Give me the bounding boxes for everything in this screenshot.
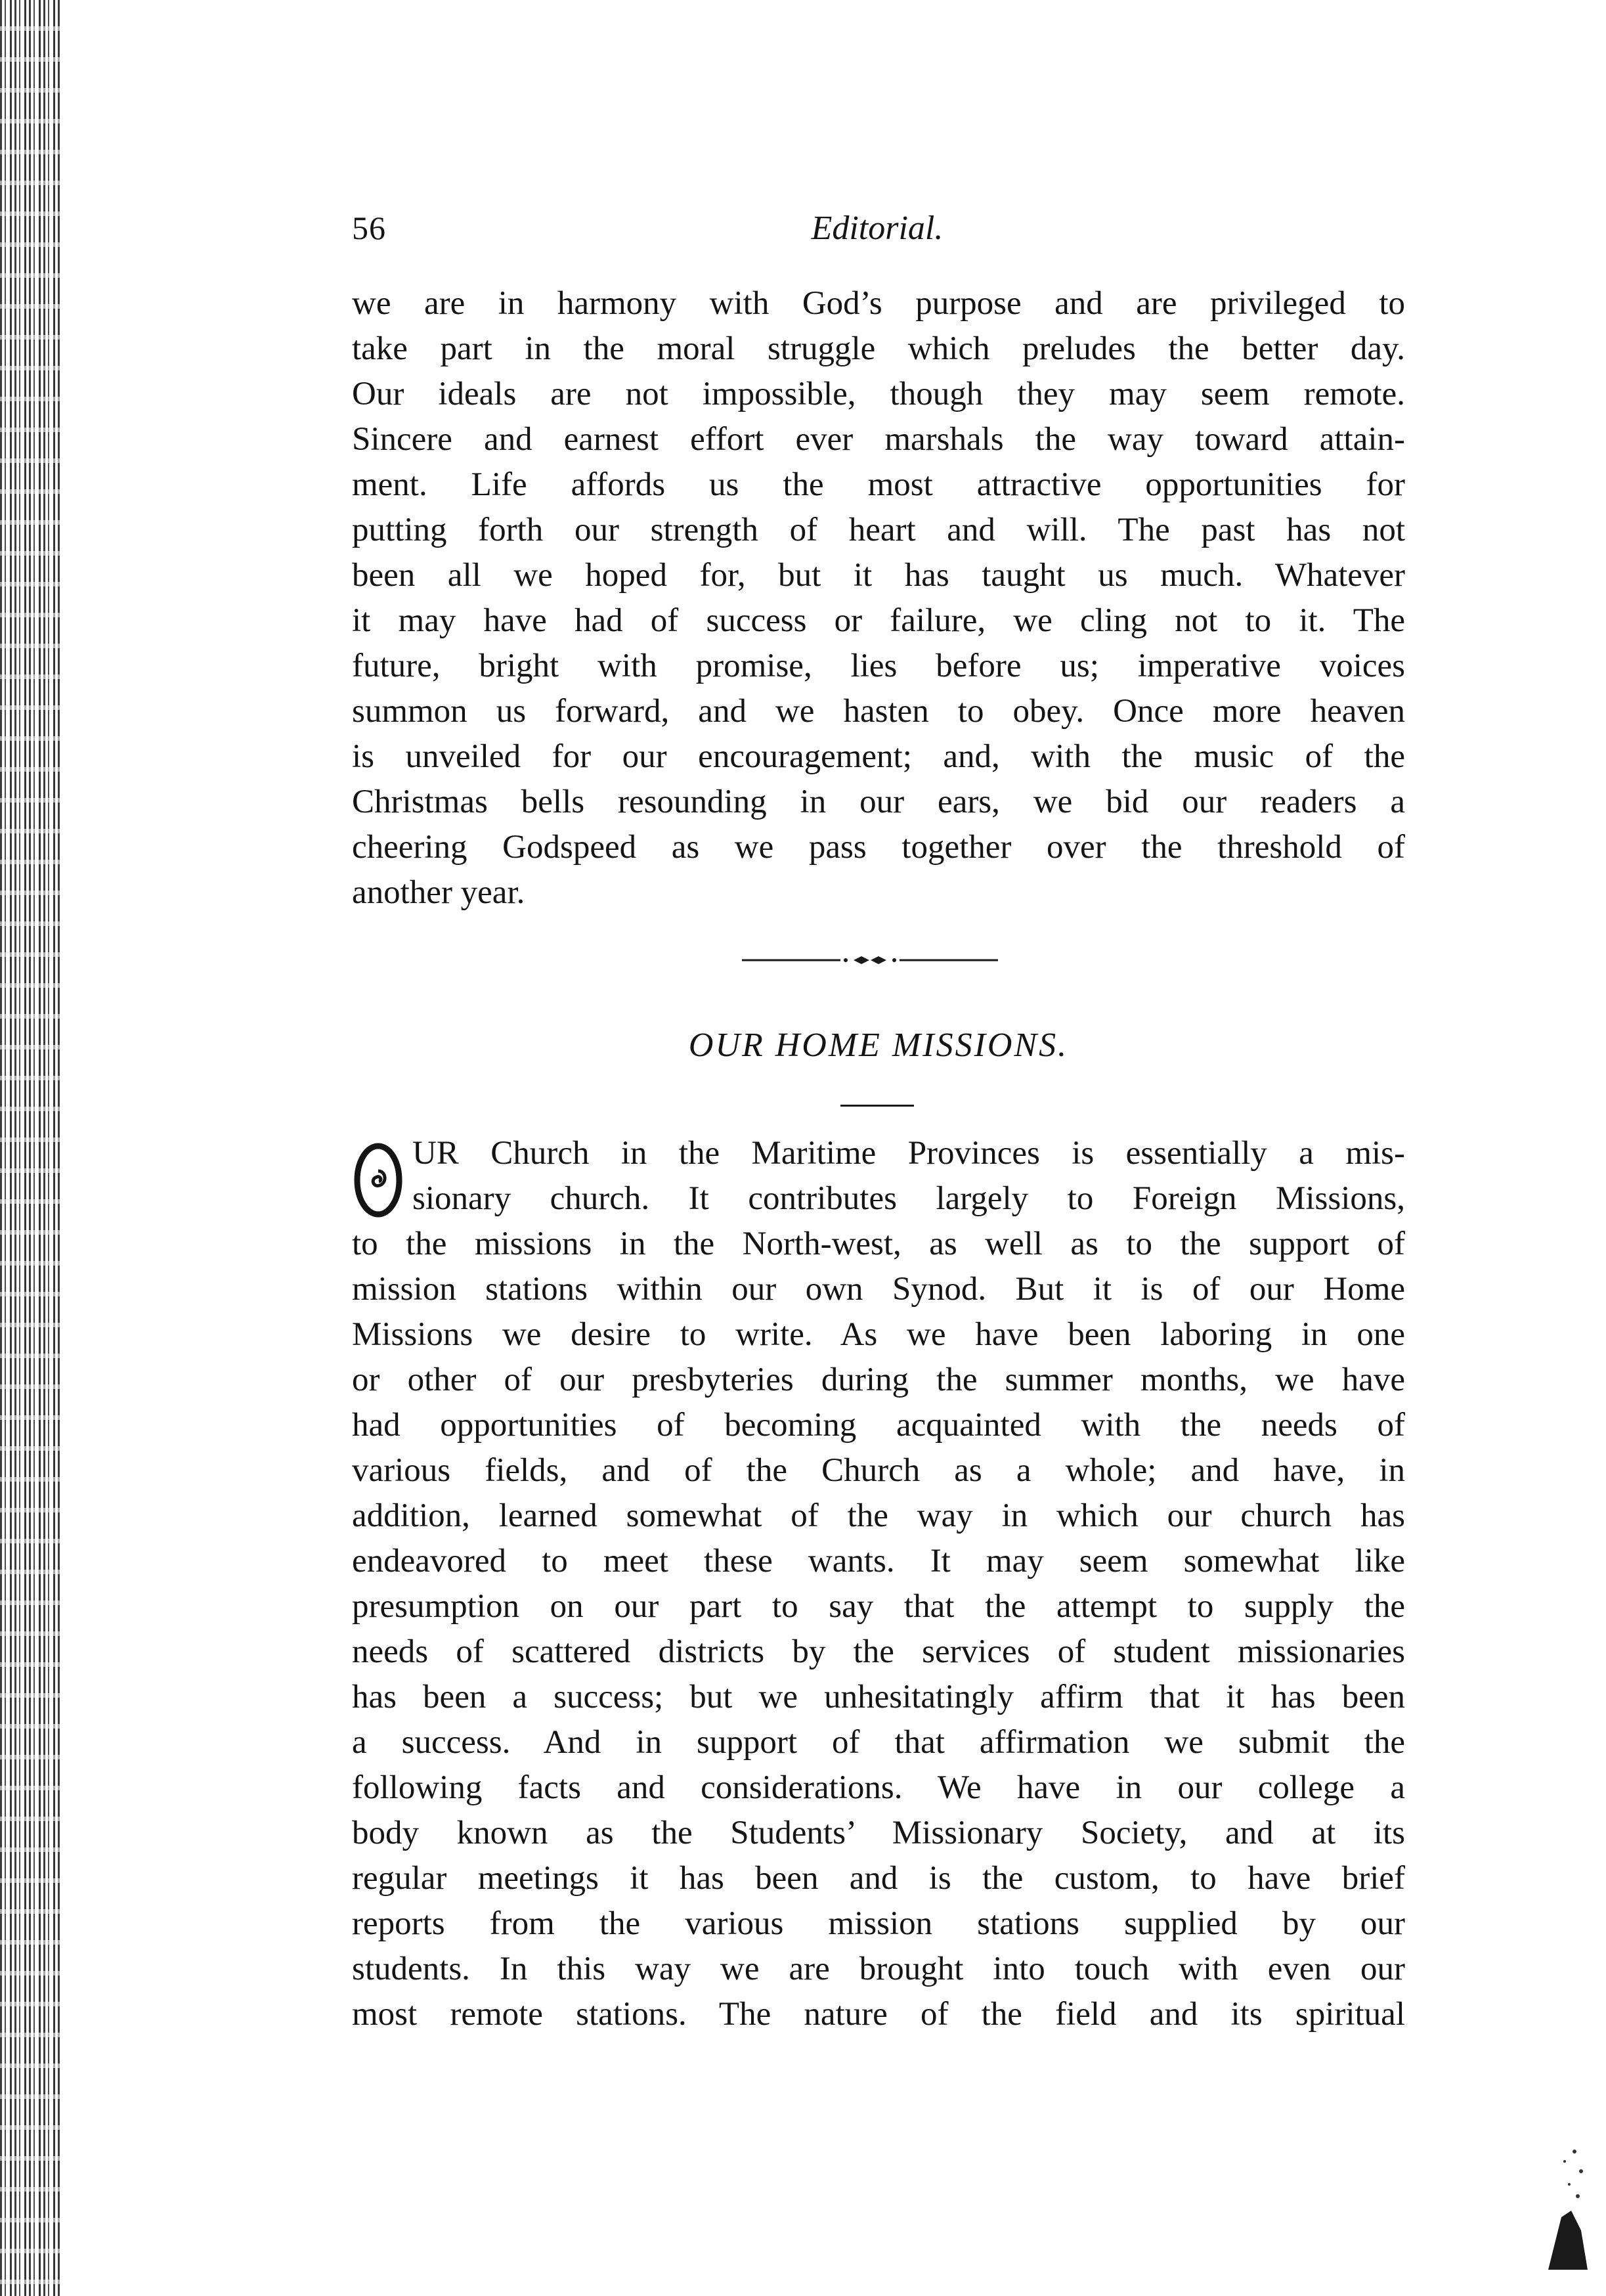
text-line: needs of scattered districts by the services of student missionaries [352, 1633, 1405, 1670]
text-line: Our ideals are not impossible, though they may seem remote. [352, 376, 1405, 412]
page-header [352, 209, 1402, 261]
text-line: UR Church in the Maritime Provinces is essentially a mis- [412, 1135, 1405, 1172]
text-line: students. In this way we are brought into touch with even our [352, 1951, 1405, 1987]
text-line: to the missions in the North-west, as well as to the support of [352, 1225, 1405, 1262]
text-line: reports from the various mission stations supplied by our [352, 1905, 1405, 1942]
ink-speck-decoration [1535, 2138, 1594, 2270]
section-divider-ornament [742, 954, 1005, 967]
text-line: endeavored to meet these wants. It may seem somewhat like [352, 1543, 1405, 1579]
text-line: most remote stations. The nature of the field and its spiritual [352, 1996, 1405, 2033]
text-line: it may have had of success or failure, we cling not to it. The [352, 602, 1405, 639]
text-line: has been a success; but we unhesitatingly affirm that it has been [352, 1679, 1405, 1715]
text-line: future, bright with promise, lies before us; imperative voices [352, 648, 1405, 684]
text-line: presumption on our part to say that the attempt to supply the [352, 1588, 1405, 1625]
text-line: we are in harmony with God’s purpose and are privileged to [352, 285, 1405, 322]
running-head: Editorial. [811, 210, 944, 247]
text-line: ment. Life affords us the most attractive opportunities for [352, 466, 1405, 503]
text-line: mission stations within our own Synod. But it is of our Home [352, 1271, 1405, 1308]
text-line: various fields, and of the Church as a whole; and have, in [352, 1452, 1405, 1489]
text-line: body known as the Students’ Missionary Society, and at its [352, 1815, 1405, 1851]
drop-cap-letter: O [352, 1139, 353, 1140]
text-line: sionary church. It contributes largely to Foreign Missions, [412, 1180, 1405, 1217]
editorial-closing-paragraph [352, 281, 1405, 916]
text-line: Sincere and earnest effort ever marshals the way toward attain- [352, 421, 1405, 458]
text-line: had opportunities of becoming acquainted with the needs of [352, 1407, 1405, 1444]
text-line: summon us forward, and we hasten to obey. Once more heaven [352, 693, 1405, 730]
title-rule [840, 1105, 914, 1107]
text-line: regular meetings it has been and is the custom, to have brief [352, 1860, 1405, 1897]
text-line: another year. [352, 874, 525, 911]
text-line: is unveiled for our encouragement; and, with the music of the [352, 738, 1405, 775]
text-line: following facts and considerations. We have in our college a [352, 1769, 1405, 1806]
binding-edge-fade [0, 0, 60, 2296]
page-number: 56 [352, 210, 386, 246]
text-line: Christmas bells resounding in our ears, we bid our readers a [352, 784, 1405, 820]
text-line: or other of our presbyteries during the summer months, we have [352, 1361, 1405, 1398]
section-title: OUR HOME MISSIONS. [688, 1027, 1069, 1064]
text-line: Missions we desire to write. As we have been laboring in one [352, 1316, 1405, 1353]
home-missions-paragraph [352, 1131, 1405, 2037]
text-line: a success. And in support of that affirmation we submit the [352, 1724, 1405, 1761]
text-line: take part in the moral struggle which preludes the better day. [352, 330, 1405, 367]
text-line: putting forth our strength of heart and will. The past has not [352, 512, 1405, 548]
text-line: cheering Godspeed as we pass together over the threshold of [352, 829, 1405, 866]
text-line: been all we hoped for, but it has taught us much. Whatever [352, 557, 1405, 594]
text-line: addition, learned somewhat of the way in which our church has [352, 1497, 1405, 1534]
